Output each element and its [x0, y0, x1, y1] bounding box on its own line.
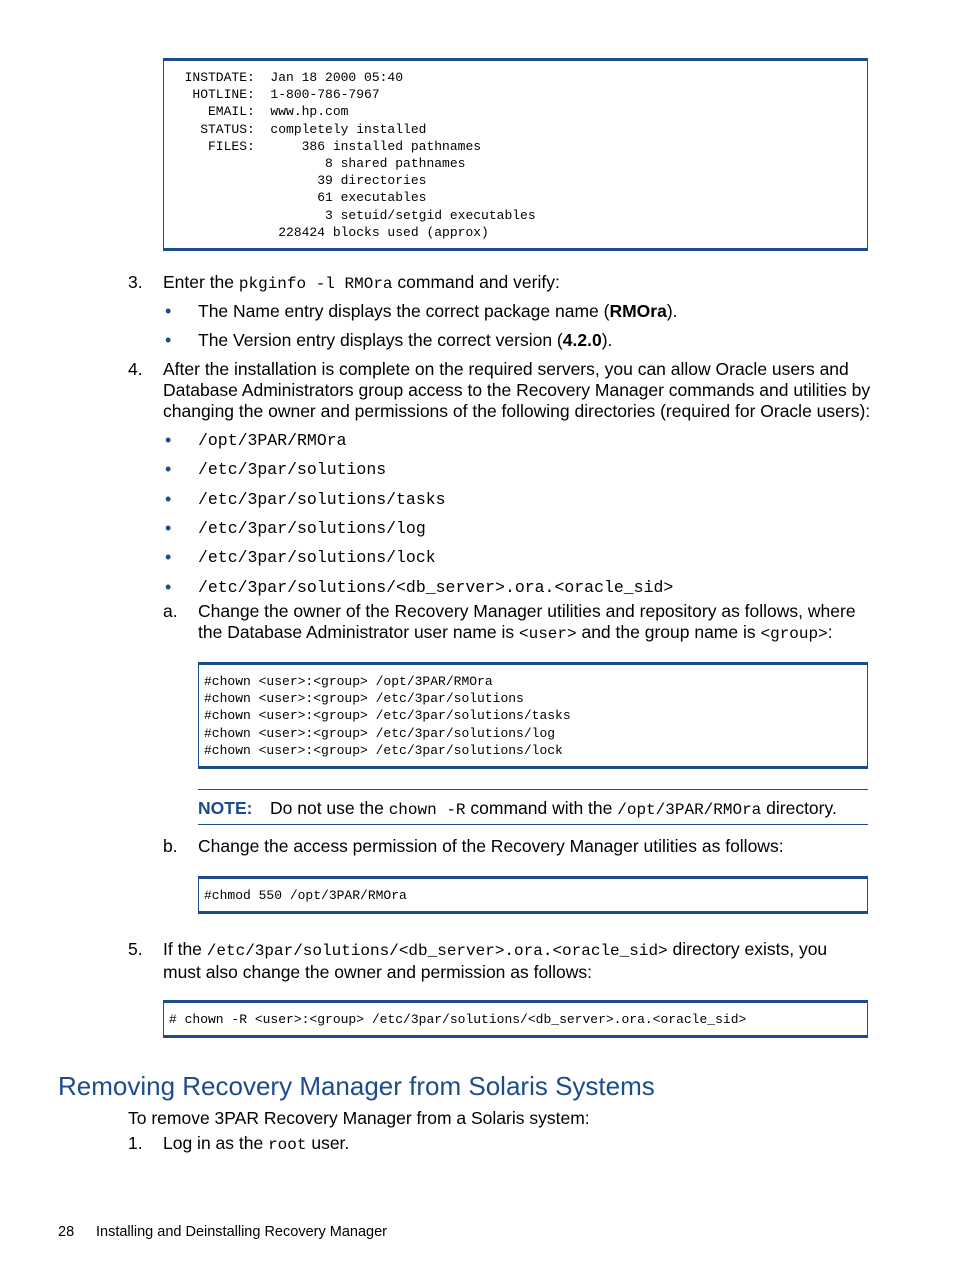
footer-title: Installing and Deinstalling Recovery Manager — [96, 1224, 387, 1240]
bullet-icon: • — [165, 330, 172, 350]
section-step-1-text: Log in as the root user. — [163, 1133, 350, 1154]
bullet-icon: • — [165, 459, 172, 479]
directory-path-item: /opt/3PAR/RMOra — [198, 431, 347, 450]
note-label: NOTE: — [198, 798, 253, 818]
code-block-content: #chown <user>:<group> /opt/3PAR/RMOra #chown <user>:<group> /etc/3par/solutions #chown <user>:<group> /etc/3par/solutions/tasks #chown <user>:<group> /etc/3par/solutions/log #chown <user>:<group> /etc/3par/solutions/lock — [204, 674, 571, 758]
step-4-text: After the installation is complete on the required servers, you can allow Oracle users and Database Administrators group access to the Recovery Manager commands and utilities by changing the owner and permissions of the following directories (required for Oracle users): — [163, 359, 871, 421]
step-4-number: 4. — [128, 359, 143, 379]
step-3-bullet-version: The Version entry displays the correct version (4.2.0). — [198, 330, 613, 350]
pkginfo-output-code-block — [163, 58, 868, 251]
sub-step-b-label: b. — [163, 836, 178, 856]
directory-path-item: /etc/3par/solutions/log — [198, 519, 426, 538]
note-top-rule — [198, 789, 868, 790]
step-5-number: 5. — [128, 939, 143, 959]
chmod-command-code-block — [198, 876, 868, 914]
section-intro: To remove 3PAR Recovery Manager from a Solaris system: — [128, 1108, 590, 1128]
note-text: Do not use the chown -R command with the /opt/3PAR/RMOra directory. — [270, 798, 837, 819]
step-5-text: If the /etc/3par/solutions/<db_server>.ora.<oracle_sid> directory exists, you must also change the owner and permission as follows: — [163, 939, 828, 982]
code-block-content: INSTDATE: Jan 18 2000 05:40 HOTLINE: 1-800-786-7967 EMAIL: www.hp.com STATUS: completely installed FILES: 386 installed pathnames 8 shared pathnames 39 directories 61 executables 3 setuid/setgid executables 228424 blocks used (approx) — [169, 70, 536, 240]
bullet-icon: • — [165, 301, 172, 321]
directory-path-item: /etc/3par/solutions/<db_server>.ora.<oracle_sid> — [198, 578, 674, 597]
step-3-bullet-name: The Name entry displays the correct package name (RMOra). — [198, 301, 678, 321]
sub-step-a-text: Change the owner of the Recovery Manager utilities and repository as follows, where the Database Administrator user name is <user> and the group name is <group>: — [198, 601, 856, 643]
step-3-text: Enter the pkginfo -l RMOra command and verify: — [163, 272, 560, 293]
sub-step-a-label: a. — [163, 601, 178, 621]
bullet-icon: • — [165, 577, 172, 597]
directory-path-item: /etc/3par/solutions — [198, 460, 387, 479]
page-number: 28 — [58, 1224, 75, 1240]
section-step-1-number: 1. — [128, 1133, 143, 1153]
bullet-icon: • — [165, 547, 172, 567]
chown-oracle-sid-code-block — [163, 1000, 868, 1038]
bullet-icon: • — [165, 518, 172, 538]
directory-path-item: /etc/3par/solutions/lock — [198, 548, 436, 567]
section-heading: Removing Recovery Manager from Solaris Systems — [58, 1071, 655, 1101]
directory-path-item: /etc/3par/solutions/tasks — [198, 490, 446, 509]
bullet-icon: • — [165, 489, 172, 509]
code-block-content: # chown -R <user>:<group> /etc/3par/solutions/<db_server>.ora.<oracle_sid> — [169, 1012, 747, 1027]
bullet-icon: • — [165, 430, 172, 450]
step-3-number: 3. — [128, 272, 143, 292]
chown-commands-code-block — [198, 662, 868, 769]
sub-step-b-text: Change the access permission of the Recovery Manager utilities as follows: — [198, 836, 784, 856]
code-block-content: #chmod 550 /opt/3PAR/RMOra — [204, 888, 407, 903]
note-bottom-rule — [198, 824, 868, 825]
